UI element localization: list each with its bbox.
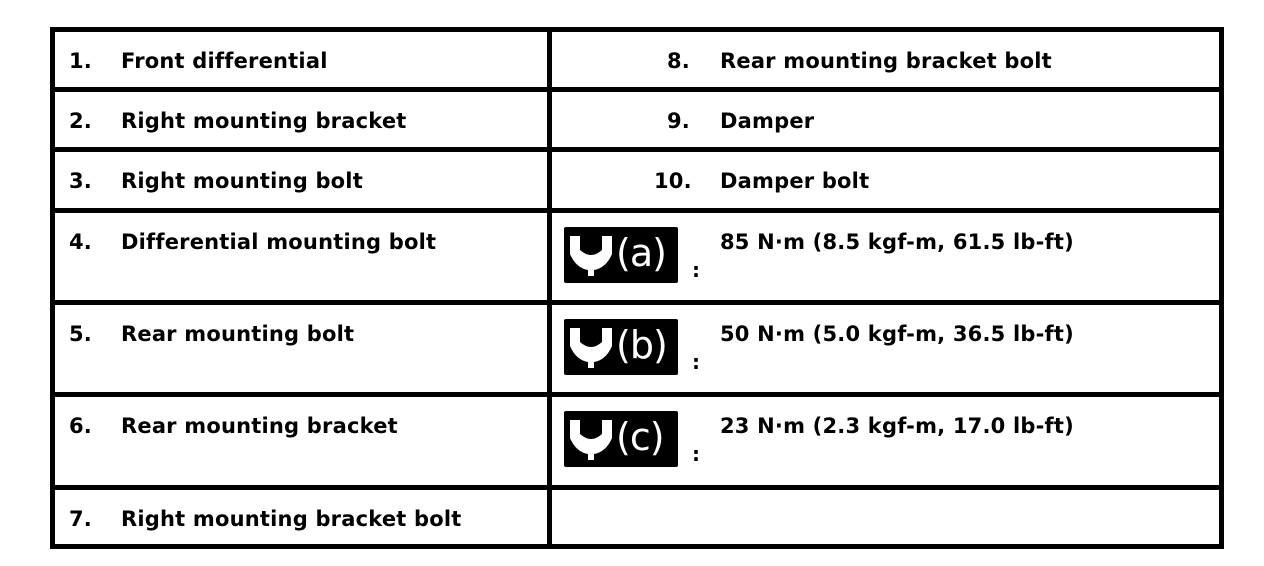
- torque-letter: (b): [616, 323, 667, 367]
- empty-cell: [550, 487, 1222, 546]
- legend-cell-3: [53, 150, 550, 210]
- legend-cell-7: [53, 487, 550, 546]
- table-row: [53, 395, 1222, 487]
- legend-cell-4: [53, 210, 550, 302]
- torque-wrench-icon: [564, 319, 701, 375]
- torque-value: 23 N·m (2.3 kgf-m, 17.0 lb-ft): [720, 414, 1074, 439]
- torque-cell-b: [550, 303, 1222, 395]
- item-label: Damper bolt: [720, 169, 870, 194]
- legend-cell-9: [550, 90, 1222, 150]
- item-label: Front differential: [121, 49, 328, 73]
- legend-cell-6: [53, 395, 550, 487]
- item-number: 6.: [69, 414, 92, 439]
- item-label: Damper: [720, 109, 815, 134]
- item-number: 3.: [69, 169, 92, 194]
- item-number: 4.: [69, 229, 92, 254]
- legend-cell-10: [550, 150, 1222, 210]
- item-number: 9.: [667, 109, 690, 134]
- torque-cell-a: [550, 210, 1222, 302]
- torque-colon: :: [692, 442, 701, 467]
- item-label: Right mounting bracket: [121, 109, 407, 134]
- item-label: Rear mounting bracket: [121, 414, 398, 439]
- legend-cell-2: [53, 90, 550, 150]
- item-label: Right mounting bolt: [121, 169, 363, 194]
- item-number: 7.: [69, 506, 92, 531]
- table-row: [53, 487, 1222, 546]
- table-row: [53, 30, 1222, 90]
- item-label: Rear mounting bolt: [121, 322, 355, 346]
- table-row: [53, 303, 1222, 395]
- table-row: [53, 90, 1222, 150]
- wrench-icon: [566, 418, 616, 460]
- torque-wrench-icon: [564, 227, 701, 283]
- torque-letter: (a): [616, 230, 666, 275]
- item-label: Differential mounting bolt: [121, 229, 437, 254]
- torque-wrench-icon: [564, 411, 701, 467]
- item-number: 1.: [69, 49, 92, 73]
- item-label: Rear mounting bracket bolt: [720, 49, 1052, 73]
- torque-value: 85 N·m (8.5 kgf-m, 61.5 lb-ft): [720, 229, 1074, 254]
- torque-colon: :: [692, 257, 701, 282]
- torque-cell-c: [550, 395, 1222, 487]
- item-number: 2.: [69, 109, 92, 134]
- torque-letter: (c): [616, 415, 664, 460]
- parts-legend-table: [50, 27, 1224, 549]
- item-number: 5.: [69, 322, 92, 346]
- torque-colon: :: [692, 350, 701, 374]
- table-row: [53, 150, 1222, 210]
- table-row: [53, 210, 1222, 302]
- item-number: 10.: [654, 169, 692, 194]
- wrench-icon: [566, 234, 616, 276]
- item-label: Right mounting bracket bolt: [121, 506, 462, 531]
- legend-cell-5: [53, 303, 550, 395]
- torque-value: 50 N·m (5.0 kgf-m, 36.5 lb-ft): [720, 322, 1074, 346]
- legend-cell-8: [550, 30, 1222, 90]
- legend-cell-1: [53, 30, 550, 90]
- wrench-icon: [566, 326, 616, 368]
- item-number: 8.: [667, 49, 690, 73]
